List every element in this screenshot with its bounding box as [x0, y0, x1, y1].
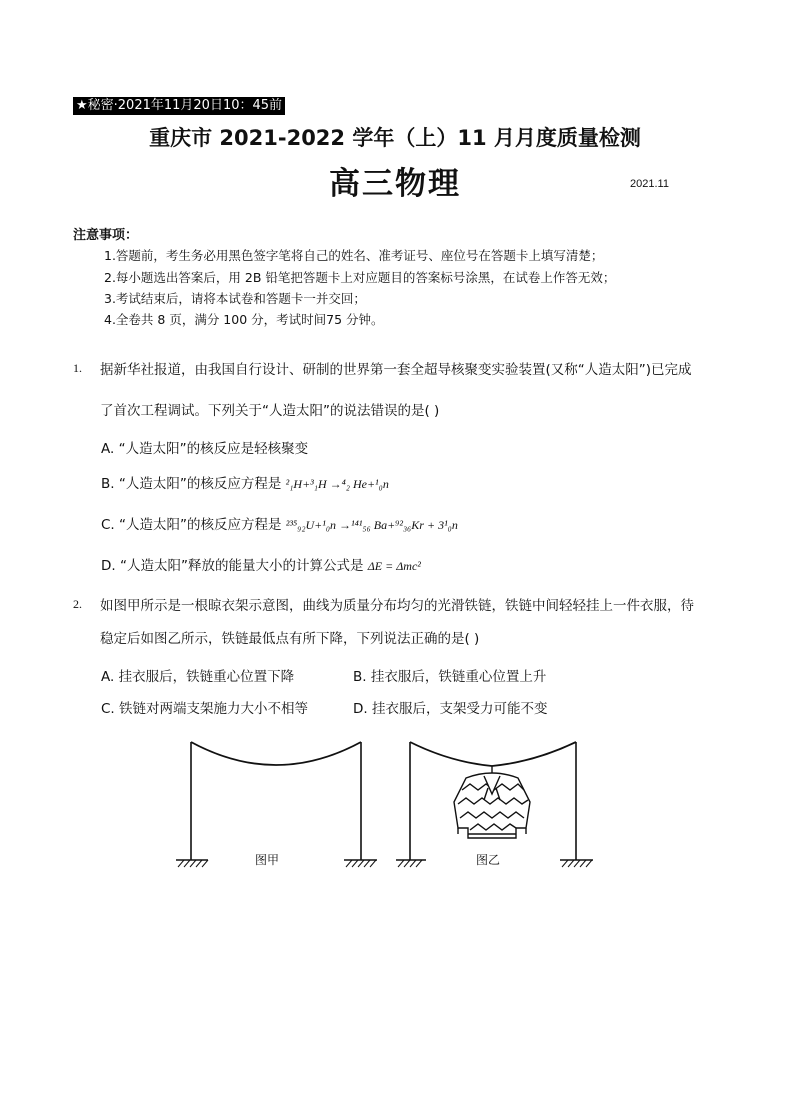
question-stem-line: 稳定后如图乙所示，铁链最低点有所下降，下列说法正确的是( )	[100, 631, 480, 647]
option-text: D. “人造太阳”释放的能量大小的计算公式是	[101, 558, 364, 574]
fusion-equation: ²₁H+³₁H →⁴₂ He+¹₀n	[285, 477, 389, 491]
fission-equation: ²³⁵₉₂U+¹₀n →¹⁴¹₅₆ Ba+⁹²₃₆Kr + 3¹₀n	[285, 518, 458, 532]
question-number: 1.	[73, 361, 82, 375]
subject-title: 高三物理	[329, 166, 461, 202]
energy-equation: ΔE = Δmc²	[367, 559, 421, 573]
confidential-label: ★秘密·2021年11月20日10：45前	[73, 97, 285, 115]
option-text: C. “人造太阳”的核反应方程是	[101, 517, 282, 533]
notice-heading: 注意事项：	[73, 228, 139, 243]
option-c: C. 铁链对两端支架施力大小不相等	[101, 701, 309, 717]
question-number: 2.	[73, 597, 82, 611]
option-b	[101, 472, 389, 492]
clothes-rack-figures	[170, 730, 610, 880]
option-c	[101, 513, 458, 533]
notice-item: 3.考试结束后，请将本试卷和答题卡一并交回；	[104, 291, 366, 306]
question-stem-line: 如图甲所示是一根晾衣架示意图，曲线为质量分布均匀的光滑铁链，铁链中间轻轻挂上一件衣服，待	[100, 598, 694, 614]
notice-item: 2.每小题选出答案后，用 2B 铅笔把答题卡上对应题目的答案标号涂黑，在试卷上作答无效；	[104, 270, 616, 285]
figure-a-rack	[176, 742, 377, 867]
figure-a-label: 图甲	[255, 853, 280, 867]
question-stem-line: 据新华社报道，由我国自行设计、研制的世界第一套全超导核聚变实验装置(又称“人造太阳”)已完成	[100, 362, 692, 378]
question-stem-line: 了首次工程调试。下列关于“人造太阳”的说法错误的是( )	[100, 403, 440, 419]
notice-item: 4.全卷共 8 页，满分 100 分，考试时间75 分钟。	[104, 312, 384, 327]
option-text: A. “人造太阳”的核反应是轻核聚变	[101, 441, 309, 457]
option-b: B. 挂衣服后，铁链重心位置上升	[353, 669, 547, 685]
option-d: D. 挂衣服后，支架受力可能不变	[353, 701, 548, 717]
option-a	[101, 437, 308, 457]
option-d	[101, 554, 421, 574]
notice-item: 1.答题前，考生务必用黑色签字笔将自己的姓名、准考证号、座位号在答题卡上填写清楚；	[104, 248, 604, 263]
exam-title: 重庆市 2021-2022 学年（上）11 月月度质量检测	[149, 126, 641, 150]
option-a: A. 挂衣服后，铁链重心位置下降	[101, 669, 295, 685]
sweater-icon	[454, 766, 530, 838]
exam-date: 2021.11	[630, 178, 669, 190]
figure-b-label: 图乙	[476, 853, 501, 867]
option-text: B. “人造太阳”的核反应方程是	[101, 476, 282, 492]
